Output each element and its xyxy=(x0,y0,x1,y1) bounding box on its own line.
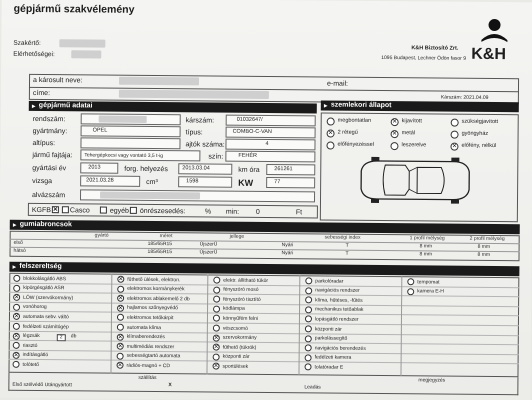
equipment-label: elektromos tetőkárpit xyxy=(126,314,174,322)
equipment-label: fényszóró mosó xyxy=(223,286,259,294)
equipment-checkbox[interactable] xyxy=(13,284,20,291)
inspection-option-checkbox[interactable]: ✕ xyxy=(392,119,398,126)
equipment-checkbox[interactable]: ✕ xyxy=(118,276,124,283)
equipment-checkbox[interactable] xyxy=(213,277,220,284)
karosult-label: a károsult neve: xyxy=(33,76,83,85)
gyartmany-value: OPEL xyxy=(92,127,108,134)
megjegyzes-label: megjegyzés xyxy=(418,377,446,384)
equipment-label: navigációs berendezés xyxy=(314,345,366,352)
szakerto-label: Szakértő: xyxy=(13,39,41,48)
equipment-label: fűthető (tükrök) xyxy=(222,344,257,351)
redacted-owner-name xyxy=(119,77,199,86)
redacted-expert xyxy=(59,39,105,47)
section-arrow-icon: ► xyxy=(11,222,18,229)
equipment-label: LÓW (szervókormány) xyxy=(23,294,74,302)
equipment-checkbox[interactable] xyxy=(305,277,312,284)
rendszam-label: rendszám: xyxy=(32,115,66,124)
company-name: K&H Biztosító Zrt. xyxy=(411,45,459,52)
karszam-value: 01032647/ xyxy=(236,116,263,123)
car-diagram-icon xyxy=(355,155,475,206)
tyre-profile-1: 8 mm xyxy=(419,243,433,250)
equipment-checkbox[interactable] xyxy=(305,335,312,342)
equipment-label: könnyűfém felni xyxy=(222,315,259,322)
equipment-label: automata klíma xyxy=(126,324,162,331)
logo-text: K&H xyxy=(471,45,507,64)
equipment-label: rádiós-magnó + CD xyxy=(126,362,171,370)
cime-label: címe: xyxy=(32,89,51,98)
section-title-vehicle: gépjármű adatai xyxy=(38,102,93,110)
redacted-plate xyxy=(99,116,147,123)
inspection-option-label: előfényezéssel xyxy=(337,141,374,148)
kw-label: KW xyxy=(238,177,254,188)
equipment-checkbox[interactable]: ✕ xyxy=(118,305,124,312)
inspection-option-checkbox[interactable] xyxy=(390,142,398,150)
inspection-option-checkbox[interactable] xyxy=(451,119,459,127)
equipment-label: ködlámpa xyxy=(223,305,245,313)
company-address: 1095 Budapest, Lechner Ödön fasor 9 xyxy=(381,55,467,62)
equipment-checkbox[interactable]: ✕ xyxy=(117,343,123,350)
equipment-checkbox[interactable] xyxy=(305,287,312,294)
casco-label: Casco xyxy=(69,207,90,215)
tyre-size: 185/65R15 xyxy=(147,248,173,256)
tyre-position: hátsó xyxy=(13,247,26,254)
equipment-label: navigációs rendszer xyxy=(315,287,360,294)
vizsga-label: vizsga xyxy=(32,177,53,186)
kmora-value: 261261 xyxy=(274,166,293,173)
equipment-label: légzsák xyxy=(22,332,40,340)
equipment-checkbox[interactable]: ✕ xyxy=(213,363,219,370)
forgalom-label: forg. helyezés xyxy=(124,165,168,174)
equipment-checkbox[interactable] xyxy=(305,306,312,313)
inspection-option-checkbox[interactable] xyxy=(451,131,459,139)
section-bar-vehicle xyxy=(29,101,317,114)
equipment-checkbox[interactable]: ✕ xyxy=(13,333,19,340)
equipment-label: fedélzeti számítógép xyxy=(22,323,69,330)
inspection-option-checkbox[interactable] xyxy=(326,142,334,150)
tyre-size: 185/65R15 xyxy=(147,240,173,248)
onresz-label: önrészesedés: xyxy=(139,207,186,216)
equipment-checkbox[interactable] xyxy=(117,324,124,331)
altipus-label: altípus: xyxy=(32,139,56,148)
inspection-option-checkbox[interactable]: ✕ xyxy=(392,131,398,138)
fajta-value: Tehergépkocsi vagy vontató 3,5 t-ig xyxy=(84,152,164,160)
percent-label: % xyxy=(204,208,212,216)
min-value: 0 xyxy=(255,208,260,216)
inspection-option-checkbox[interactable] xyxy=(327,118,335,126)
fajta-label: jármű fajtája: xyxy=(32,151,73,160)
equipment-label: szervokormány xyxy=(222,334,257,342)
equipment-label: klíma, hűtéses, -fűtés xyxy=(315,297,363,304)
page-title: gépjármű szakvélemény xyxy=(13,2,135,16)
cm3-value: 1598 xyxy=(186,178,199,185)
equipment-checkbox[interactable] xyxy=(213,286,220,293)
email-label: e-mail: xyxy=(326,80,349,88)
equipment-checkbox[interactable] xyxy=(305,354,312,361)
equipment-label: blokkolásgátló ABS xyxy=(23,275,67,282)
equipment-checkbox[interactable] xyxy=(117,285,124,292)
equipment-label: elektromos kormánykerék xyxy=(127,285,185,293)
equipment-checkbox[interactable]: ✕ xyxy=(13,314,20,321)
alvazszam-label: alvázszám xyxy=(32,191,66,200)
equipment-checkbox[interactable] xyxy=(13,323,20,330)
equipment-label: parkolóradar xyxy=(315,277,344,285)
section-arrow-icon: ► xyxy=(30,103,37,110)
equipment-label: klímaberendezés xyxy=(126,333,165,341)
equipment-label: vészcsomó xyxy=(222,325,248,332)
equipment-label: mechanikus tetőablak xyxy=(315,306,364,314)
equipment-checkbox[interactable] xyxy=(117,352,124,359)
ft-label: Ft xyxy=(295,209,303,217)
ajtok-label: ajtók száma: xyxy=(185,141,225,149)
equipment-label: sebességtartó automata xyxy=(126,353,181,360)
inspection-option-checkbox[interactable]: ✕ xyxy=(328,130,334,137)
equipment-label: kipörgésgátló ASR xyxy=(23,284,65,292)
equipment-checkbox[interactable]: ✕ xyxy=(117,363,123,370)
equipment-label: kamera E-H xyxy=(417,288,444,295)
equipment-label: tempomat xyxy=(417,278,440,286)
footer-block xyxy=(8,373,518,395)
equipment-checkbox[interactable]: ✕ xyxy=(13,352,19,359)
equipment-checkbox[interactable] xyxy=(407,288,414,295)
tyre-column-header: 1 profil mélység xyxy=(409,235,445,242)
kgfb-checkbox[interactable]: ✕ xyxy=(52,207,58,214)
gyartasi-value: 2013 xyxy=(88,164,101,171)
onresz-checkbox[interactable] xyxy=(130,207,137,214)
min-label: min: xyxy=(225,208,240,216)
footer-x-mark: X xyxy=(168,382,172,389)
equipment-checkbox[interactable]: ✕ xyxy=(117,334,123,341)
redacted-vin xyxy=(100,192,200,200)
equipment-label: automata sebv. váltó xyxy=(22,313,69,321)
section-title-inspection: szemlekori állapot xyxy=(330,101,392,110)
redacted-contact xyxy=(71,50,101,58)
equipment-checkbox[interactable]: ✕ xyxy=(14,294,20,302)
tyre-column-header: jellege xyxy=(229,233,245,240)
equipment-label: központi zár xyxy=(314,325,342,333)
equipment-checkbox[interactable] xyxy=(13,275,20,282)
section-arrow-icon: ► xyxy=(322,103,329,110)
karszam-label: kárszám: xyxy=(185,117,215,125)
section-bar-inspection xyxy=(321,100,519,112)
equipment-label: riasztó xyxy=(22,342,38,349)
section-title-tyres: gumiabroncsok xyxy=(19,220,72,229)
inspection-option-checkbox[interactable]: ✕ xyxy=(451,143,458,150)
equipment-checkbox[interactable] xyxy=(13,304,20,311)
tyre-profile-2: 8 mm xyxy=(477,251,491,258)
tyre-column-header: gyártó xyxy=(94,232,109,239)
tyre-profile-1: 8 mm xyxy=(419,251,433,258)
legzsak-unit: db xyxy=(70,333,77,340)
equipment-checkbox[interactable] xyxy=(213,305,220,312)
equipment-checkbox[interactable]: ✕ xyxy=(213,335,219,342)
equipment-label: vonóhorog xyxy=(23,304,47,311)
casco-checkbox[interactable] xyxy=(62,206,69,213)
equipment-label: tolótető xyxy=(22,361,39,368)
inspection-option-label: gyöngyház xyxy=(461,130,489,137)
gyartasi-label: gyártási év xyxy=(32,164,67,173)
egyeb-label: egyéb xyxy=(109,207,130,215)
equipment-checkbox[interactable] xyxy=(213,325,220,332)
equipment-label: elektromos ablakemelő 2 db xyxy=(127,295,190,303)
inspection-option-label: kijavított xyxy=(401,118,422,125)
elerhetoseg-label: Elérhetőségei: xyxy=(13,50,55,59)
kw-value: 77 xyxy=(274,179,281,186)
forgalom-value: 2013.03.04 xyxy=(182,165,210,172)
tyre-type: ÚjszerÜ xyxy=(199,249,218,256)
szin-label: szín: xyxy=(208,153,224,161)
tipus-value: COMBO-C-VAN xyxy=(232,128,272,136)
equipment-label: tolatóradar E xyxy=(314,364,344,371)
kgfb-label: KGFB xyxy=(31,206,51,215)
inspection-option-label: szükségjavított xyxy=(461,118,499,126)
tyre-column-header: méret xyxy=(159,233,173,240)
ajtok-field xyxy=(225,139,315,151)
tyre-speed: Nyári xyxy=(281,250,294,257)
tyre-column-header: 2 profil mélység xyxy=(469,235,505,243)
inspection-option-label: metál xyxy=(401,130,416,137)
inspection-option-label: megbontatlan xyxy=(337,117,372,124)
equipment-label: parkolássegítő xyxy=(314,335,348,342)
szallitas-label: szállítás xyxy=(138,374,157,382)
tyre-type: ÚjszerÜ xyxy=(199,241,218,248)
szin-value: FEHÉR xyxy=(238,152,258,159)
altipus-field xyxy=(80,137,180,149)
ajtok-value: 4 xyxy=(265,140,269,148)
tyre-speed: Nyári xyxy=(281,242,294,249)
elso-label: Első szélvédő Utángyártott xyxy=(12,381,72,389)
gyartmany-label: gyártmány: xyxy=(32,127,68,136)
tyre-column-header: sebességi index xyxy=(324,234,361,241)
redacted-address xyxy=(119,90,269,99)
equipment-label: sportülések xyxy=(222,363,249,370)
vizsga-value: 2021.03.28 xyxy=(86,177,114,184)
inspection-option-label: előfény, nélkül xyxy=(461,142,497,150)
inspection-option-label: leszerelve xyxy=(401,142,427,149)
egyeb-checkbox[interactable] xyxy=(100,207,107,214)
kmora-label: km óra xyxy=(238,166,260,174)
section-title-equipment: felszereltség xyxy=(19,262,62,271)
equipment-label: központi zár xyxy=(222,353,250,361)
equipment-checkbox[interactable]: ✕ xyxy=(213,344,219,351)
karszam-date: Kárszám: 2021.04.09 xyxy=(440,94,489,101)
tyre-profile-2: 8 mm xyxy=(477,243,491,250)
equipment-label: fényszóró tisztító xyxy=(223,296,261,303)
tipus-label: típus: xyxy=(185,129,203,137)
equipment-label: fedélzeti kamera xyxy=(314,354,352,362)
equipment-label: lopásgátló rendszer xyxy=(314,316,359,323)
equipment-label: elektr. állítható tükör xyxy=(223,277,269,284)
equipment-label: fűthető ülések, elektron. xyxy=(127,276,181,283)
equipment-checkbox[interactable] xyxy=(305,325,312,332)
equipment-label: indításgátló xyxy=(22,352,49,359)
equipment-checkbox[interactable] xyxy=(407,278,414,285)
equipment-checkbox[interactable] xyxy=(213,353,220,360)
section-arrow-icon: ► xyxy=(11,264,18,271)
equipment-label: multimédiás rendszer xyxy=(126,343,175,350)
inspection-option-label: 2 rétegű xyxy=(337,129,358,136)
equipment-checkbox[interactable]: ✕ xyxy=(118,295,124,302)
tyre-index: T xyxy=(345,242,349,249)
tyre-index: T xyxy=(345,250,349,257)
tyre-position: első xyxy=(13,239,23,246)
equipment-label: hajlamos szőnyegvédő xyxy=(127,305,178,312)
cm3-label: cm³ xyxy=(146,178,158,187)
leadas-label: Leadás xyxy=(304,384,321,391)
legzsak-count: 2 xyxy=(57,334,66,341)
